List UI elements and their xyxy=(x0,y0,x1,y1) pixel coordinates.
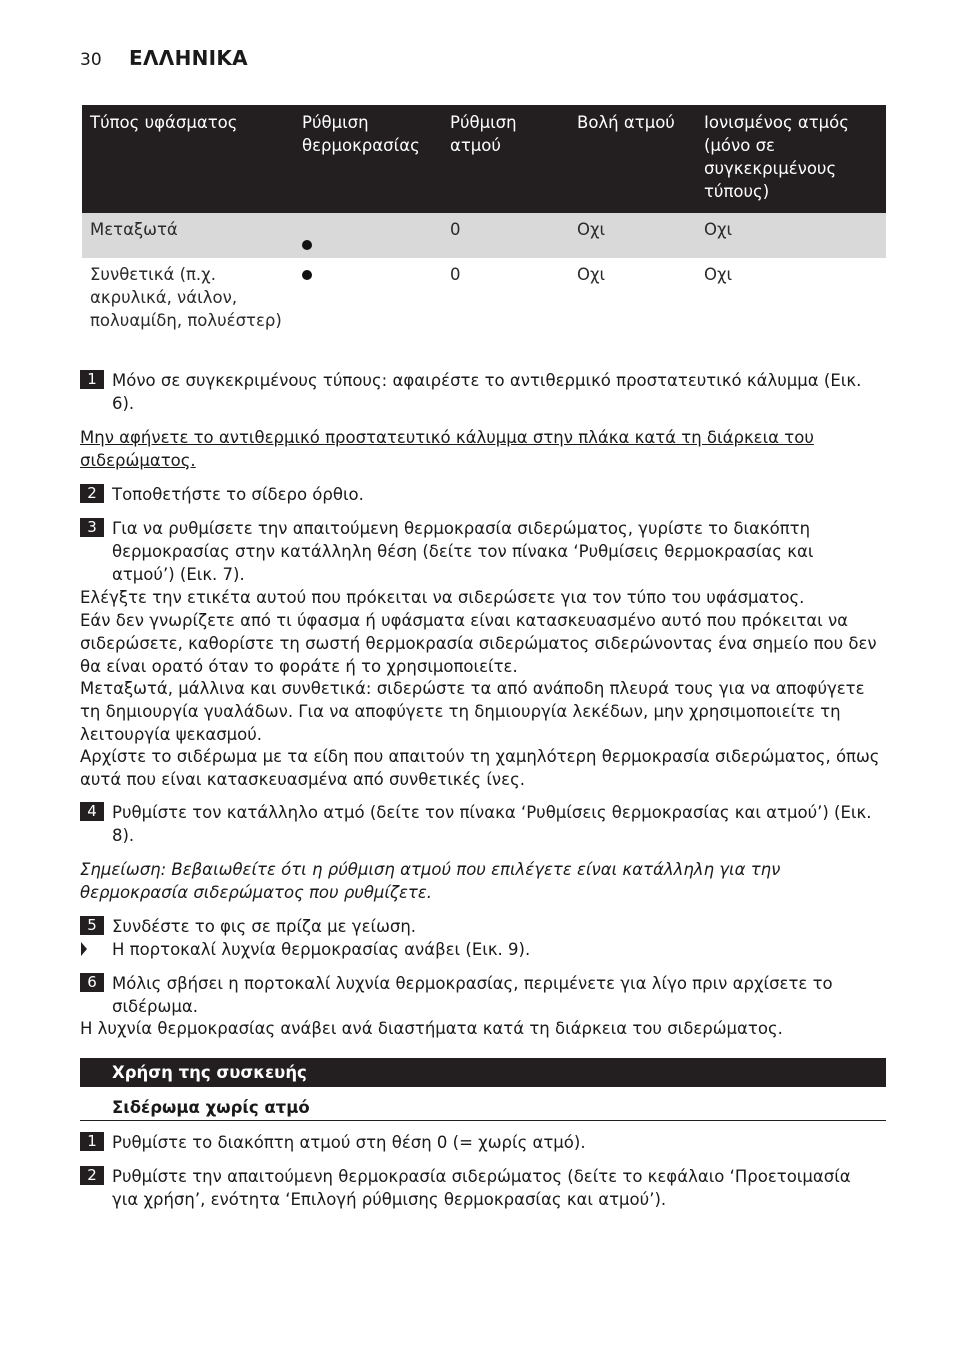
cell-fabric: Μεταξωτά xyxy=(82,213,294,258)
step-4 xyxy=(80,801,880,847)
paragraph: Αρχίστε το σιδέρωμα με τα είδη που απαιτούν τη χαμηλότερη θερμοκρασία σιδερώματος, όπως αυτά που είναι κατασκευασμένα από συνθετικές ίνες. xyxy=(80,747,880,789)
paragraph: Ελέγξτε την ετικέτα αυτού που πρόκειται να σιδερώσετε για τον τύπο του υφάσματος. xyxy=(80,588,805,607)
step-number: 4 xyxy=(80,802,104,821)
step-text: Για να ρυθμίσετε την απαιτούμενη θερμοκρασία σιδερώματος, γυρίστε το διακόπτη θερμοκρασίας στην κατάλληλη θέση (δείτε τον πίνακα ‘Ρυθμίσεις θερμοκρασίας και ατμού’) (Εικ. 7). xyxy=(112,519,814,584)
step-number: 5 xyxy=(80,916,104,935)
note-text: Σημείωση: Βεβαιωθείτε ότι η ρύθμιση ατμού που επιλέγετε είναι κατάλληλη για την θερμοκρασία σιδερώματος που ρυθμίζετε. xyxy=(80,860,781,902)
col-header-steam-shot: Βολή ατμού xyxy=(569,105,696,213)
col-header-ionic: Ιονισμένος ατμός (μόνο σε συγκεκριμένους τύπους) xyxy=(696,105,886,213)
paragraph: Μεταξωτά, μάλλινα και συνθετικά: σιδερώστε τα από ανάποδη πλευρά τους για να αποφύγετε τη δημιουργία γυαλάδων. Για να αποφύγετε τη δημιουργία λεκέδων, μην χρησιμοποιείτε τη λειτουργία ψεκασμού. xyxy=(80,679,865,744)
bullet-triangle-icon xyxy=(81,942,87,956)
step-6 xyxy=(80,972,880,1018)
settings-table xyxy=(82,105,886,340)
col-header-temperature: Ρύθμιση θερμοκρασίας xyxy=(294,105,442,213)
bullet-text: Η πορτοκαλί λυχνία θερμοκρασίας ανάβει (Εικ. 9). xyxy=(112,940,531,959)
step-3 xyxy=(80,517,880,586)
cell-steam: 0 xyxy=(450,265,461,284)
language-title: ΕΛΛΗΝΙΚΑ xyxy=(129,46,248,70)
col-header-fabric: Τύπος υφάσματος xyxy=(82,105,294,213)
step-2 xyxy=(80,483,880,506)
cell-steam-shot: Οχι xyxy=(577,265,606,284)
step-text: Μόνο σε συγκεκριμένους τύπους: αφαιρέστε το αντιθερμικό προστατευτικό κάλυμμα (Εικ. 6). xyxy=(112,371,862,413)
section-heading: Χρήση της συσκευής xyxy=(80,1058,886,1087)
table-row xyxy=(82,258,886,340)
step-1 xyxy=(80,369,880,415)
result-bullet xyxy=(80,938,880,961)
step-text: Συνδέστε το φις σε πρίζα με γείωση. xyxy=(112,917,417,936)
warning-text: Μην αφήνετε το αντιθερμικό προστατευτικό κάλυμμα στην πλάκα κατά τη διάρκεια του σιδερώματος. xyxy=(80,428,814,470)
usage-step-1 xyxy=(80,1131,880,1154)
usage-step-2 xyxy=(80,1165,880,1211)
step-text: Μόλις σβήσει η πορτοκαλί λυχνία θερμοκρασίας, περιμένετε για λίγο πριν αρχίσετε το σιδέρωμα. xyxy=(112,974,833,1016)
subsection-heading: Σιδέρωμα χωρίς ατμό xyxy=(80,1096,886,1121)
temperature-dot-icon xyxy=(302,270,312,280)
paragraph: Η λυχνία θερμοκρασίας ανάβει ανά διαστήματα κατά τη διάρκεια του σιδερώματος. xyxy=(80,1019,783,1038)
paragraph: Εάν δεν γνωρίζετε από τι ύφασμα ή υφάσματα είναι κατασκευασμένο αυτό που πρόκειται να σιδερώσετε, καθορίστε τη σωστή θερμοκρασία σιδερώματος σιδερώνοντας ένα σημείο που δεν θα είναι ορατό όταν το φοράτε ή το χρησιμοποιείτε. xyxy=(80,611,877,676)
step-text: Ρυθμίστε την απαιτούμενη θερμοκρασία σιδερώματος (δείτε το κεφάλαιο ‘Προετοιμασία για χρήση’, ενότητα ‘Επιλογή ρύθμισης θερμοκρασίας και ατμού’). xyxy=(112,1167,851,1209)
cell-steam: 0 xyxy=(442,213,569,258)
step-text: Τοποθετήστε το σίδερο όρθιο. xyxy=(112,485,364,504)
cell-fabric: Συνθετικά (π.χ. ακρυλικά, νάιλον, πολυαμίδη, πολυέστερ) xyxy=(90,265,282,330)
step-number: 1 xyxy=(80,370,104,389)
step-number: 3 xyxy=(80,518,104,537)
page-number: 30 xyxy=(80,50,102,70)
page-header xyxy=(80,47,248,72)
table-row xyxy=(82,213,886,258)
cell-temperature xyxy=(294,213,442,258)
temperature-dot-icon xyxy=(302,240,312,250)
cell-ionic: Οχι xyxy=(696,213,886,258)
table-header-row xyxy=(82,105,886,213)
step-number: 2 xyxy=(80,1166,104,1185)
cell-temperature xyxy=(294,258,442,340)
cell-ionic: Οχι xyxy=(704,265,733,284)
cell-steam-shot: Οχι xyxy=(569,213,696,258)
step-number: 2 xyxy=(80,484,104,503)
step-5 xyxy=(80,915,880,938)
col-header-steam: Ρύθμιση ατμού xyxy=(442,105,569,213)
step-text: Ρυθμίστε το διακόπτη ατμού στη θέση 0 (= χωρίς ατμό). xyxy=(112,1133,586,1152)
step-number: 1 xyxy=(80,1132,104,1151)
step-number: 6 xyxy=(80,973,104,992)
step-text: Ρυθμίστε τον κατάλληλο ατμό (δείτε τον πίνακα ‘Ρυθμίσεις θερμοκρασίας και ατμού’) (Εικ. 8). xyxy=(112,803,872,845)
